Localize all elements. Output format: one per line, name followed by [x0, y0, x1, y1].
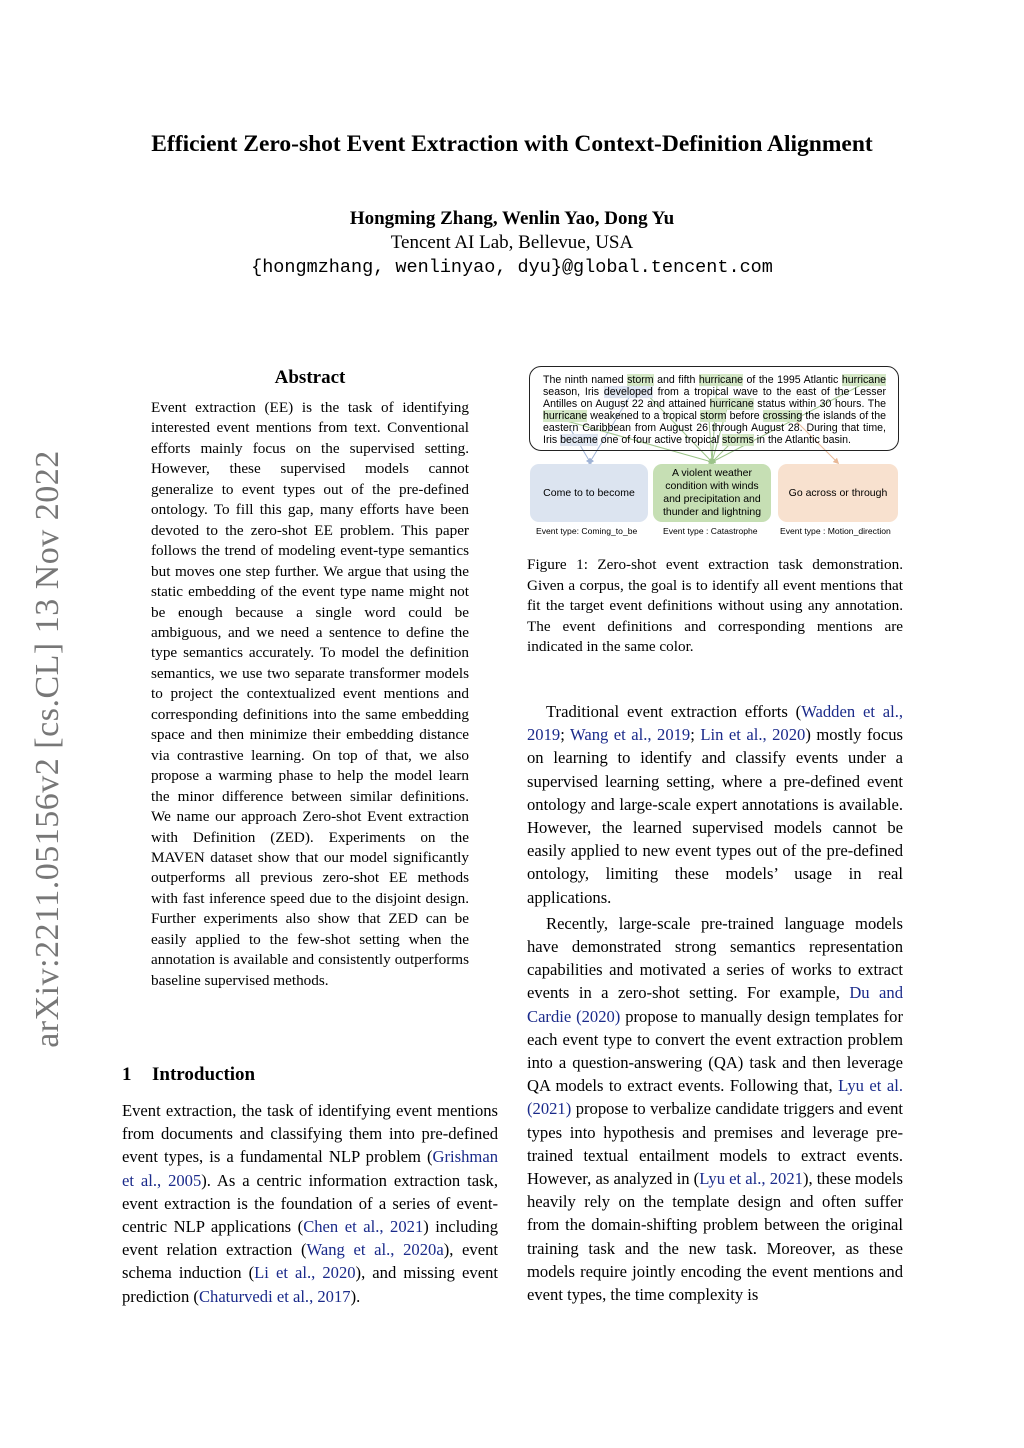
figure-caption: Figure 1: Zero-shot event extraction task demonstration. Given a corpus, the goal is to identify all event mentions that fit the target event definitions without using any annotation. The event definitions and corresponding mentions are indicated in the same color.	[527, 556, 903, 655]
paper-affiliation: Tencent AI Lab, Bellevue, USA	[390, 232, 634, 253]
paper-title: Efficient Zero-shot Event Extraction with Context-Definition Alignment	[151, 131, 873, 157]
section-number: 1	[122, 1064, 132, 1085]
section-heading-introduction	[122, 1064, 255, 1086]
figure-1	[527, 364, 907, 540]
section-title: Introduction	[152, 1064, 256, 1085]
citation-link[interactable]: Du and Cardie (2020)	[527, 983, 903, 1026]
citation-link[interactable]: Wadden et al., 2019	[527, 702, 904, 745]
citation-link[interactable]: Lyu et al. (2021)	[527, 1076, 903, 1119]
citation-link[interactable]: Wang et al., 2020a	[306, 1240, 444, 1260]
intro-paragraph: Event extraction, the task of identifying event mentions from documents and classifying them into pre-defined event types, is a fundamental NLP problem (Grishman et al., 2005). As a centric information extraction task, event extraction is the foundation of a series of event-centric NLP applications (Chen et al., 2021) including event relation extraction (Wang et al., 2020a), event schema induction (Li et al., 2020), and missing event prediction (Chaturvedi et al., 2017).	[122, 1101, 498, 1306]
paper-email: {hongmzhang, wenlinyao, dyu}@global.tencent.com	[251, 257, 773, 278]
citation-link[interactable]: Li et al., 2020	[254, 1263, 356, 1283]
definition-box-motion-direction: Go across or through	[778, 464, 898, 522]
arxiv-stamp: arXiv:2211.05156v2 [cs.CL] 13 Nov 2022	[29, 450, 66, 1048]
paragraph: Recently, large-scale pre-trained language models have demonstrated strong semantics representation capabilities and motivated a series of works to extract events in a zero-shot setting. For example, Du and Cardie (2020) propose to manually design templates for each event type to convert the event extraction problem into a question-answering (QA) task and then leverage QA models to extract events. Following that, Lyu et al. (2021) propose to verbalize candidate triggers and event types into hypothesis and premises and leverage pre-trained textual entailment models to extract events. However, as analyzed in (Lyu et al., 2021), these models heavily rely on the template design and often suffer from the domain-shifting problem between the original training task and the new task. Moreover, as these models require jointly encoding the event mentions and event types, the time complexity is	[527, 913, 903, 1305]
definition-box-catastrophe: A violent weather condition with winds and precipitation and thunder and lightning	[653, 464, 771, 522]
citation-link[interactable]: Lin et al., 2020	[700, 725, 806, 745]
citation-link[interactable]: Chaturvedi et al., 2017	[198, 1286, 351, 1306]
abstract-heading: Abstract	[274, 367, 346, 388]
paragraph: Traditional event extraction efforts (Wadden et al., 2019; Wang et al., 2019; Lin et al., 2020) mostly focus on learning to identify and classify events under a supervised learning setting, where a pre-defined event ontology and large-scale expert annotations is available. However, the learned supervised models cannot be easily applied to new event types out of the pre-defined ontology, limiting these models’ usage in real applications.	[527, 702, 904, 907]
event-type-label: Event type : Catastrophe	[663, 526, 758, 536]
citation-link[interactable]: Chen et al., 2021	[303, 1217, 424, 1237]
paper-authors: Hongming Zhang, Wenlin Yao, Dong Yu	[349, 208, 675, 229]
event-type-label: Event type: Coming_to_be	[536, 526, 638, 536]
citation-link[interactable]: Grishman et al., 2005	[122, 1147, 498, 1190]
citation-link[interactable]: Wang et al., 2019	[570, 725, 691, 745]
citation-link[interactable]: Lyu et al., 2021	[699, 1169, 803, 1189]
right-column-text	[527, 700, 903, 1309]
corpus-text-box: The ninth named storm and fifth hurricane of the 1995 Atlantic hurricane season, Iris developed from a tropical wave to the east of the Lesser Antilles on August 22 and attained hurricane status within 30 hours. The hurricane weakened to a tropical storm before crossing the islands of the eastern Caribbean from August 26 through August 28. During that time, Iris became one of four active tropical storms in the Atlantic basin.	[529, 366, 899, 451]
definition-box-coming-to-be: Come to to become	[530, 464, 648, 522]
abstract-text: Event extraction (EE) is the task of identifying interested event mentions from text. Conventional efforts mainly focus on the supervised setting. However, these supervised models cannot generalize to event types out of the pre-defined ontology. To fill this gap, many efforts have been devoted to the zero-shot EE problem. This paper follows the trend of modeling event-type semantics but moves one step further. We argue that using the static embedding of the event type name might not be enough because a single word could be ambiguous, and we need a sentence to define the type semantics accurately. To model the definition semantics, we use two separate transformer models to project the contextualized event mentions and corresponding definitions into the same embedding space and then minimize their embedding distance via contrastive learning. On top of that, we also propose a warming phase to help the model learn the minor difference between similar definitions. We name our approach Zero-shot Event extraction with Definition (ZED). Experiments on the MAVEN dataset show that our model significantly outperforms all previous zero-shot EE methods with fast inference speed due to the disjoint design. Further experiments also show that ZED can be easily applied to the few-shot setting when the annotation is available and consistently outperforms baseline supervised methods.	[151, 399, 469, 989]
event-type-label: Event type : Motion_direction	[780, 526, 891, 536]
